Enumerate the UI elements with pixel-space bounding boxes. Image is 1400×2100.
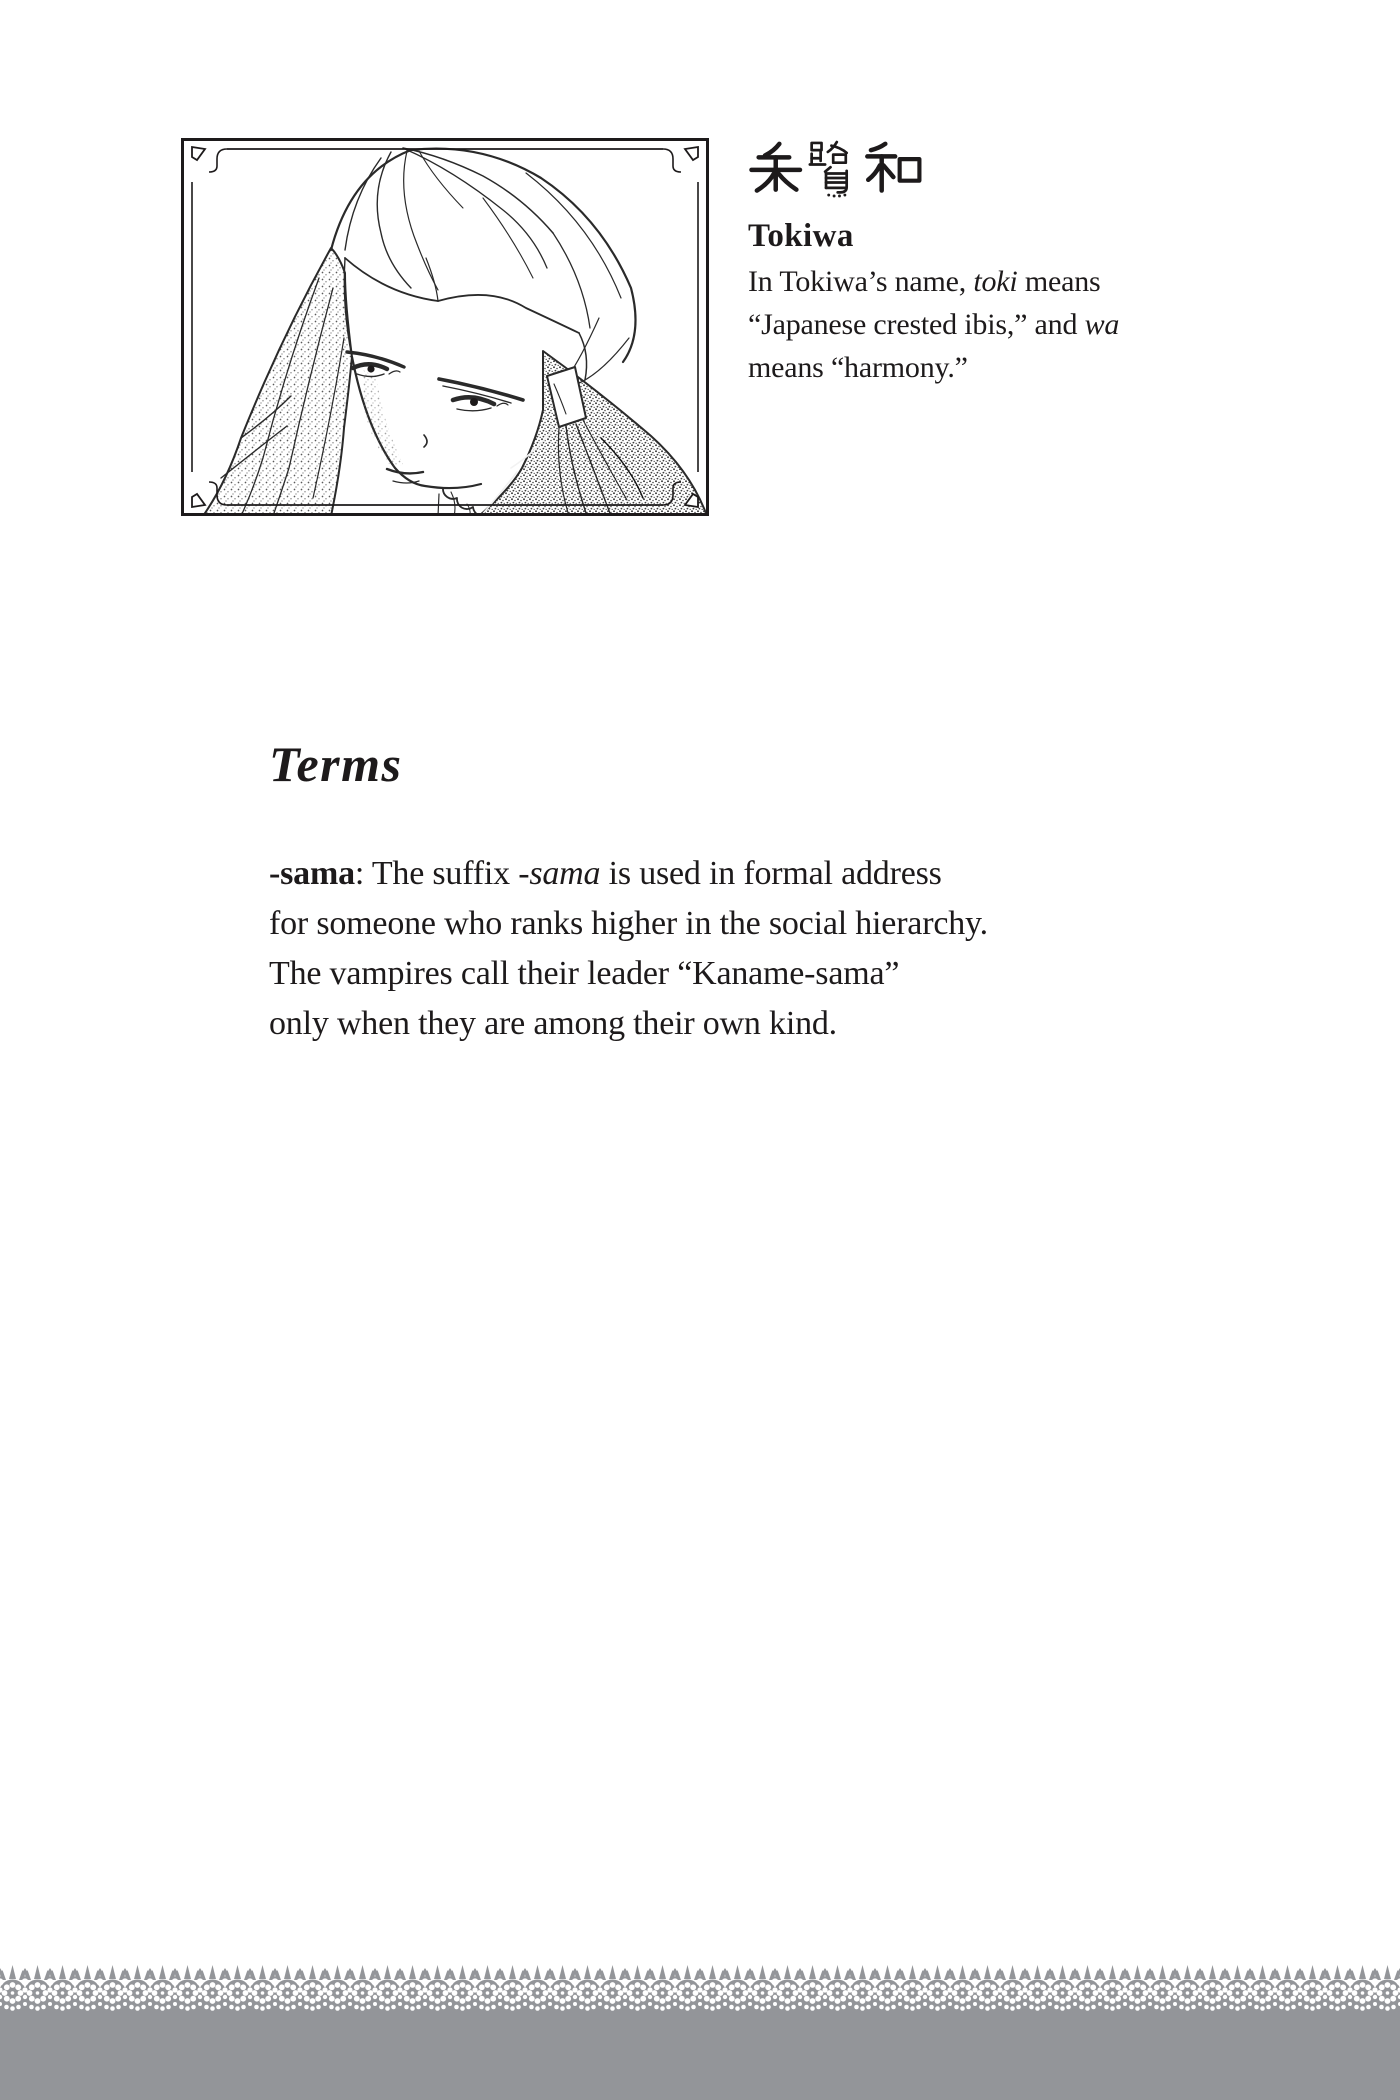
term-definition-sama — [269, 849, 988, 1049]
text-line: -sama: The suffix -sama is used in formal address — [269, 855, 942, 892]
text-line: only when they are among their own kind. — [269, 1005, 837, 1042]
text-line: means “harmony.” — [748, 351, 968, 384]
terms-heading: Terms — [269, 736, 403, 792]
text-line: “Japanese crested ibis,” and wa — [748, 308, 1120, 341]
character-portrait-frame — [181, 138, 709, 516]
lace-border — [0, 1963, 1400, 2100]
text-line: In Tokiwa’s name, toki means — [748, 265, 1101, 298]
character-name: Tokiwa — [748, 218, 854, 254]
character-description — [748, 260, 1119, 389]
kanji-title — [747, 140, 923, 198]
text-line: The vampires call their leader “Kaname-sama” — [269, 955, 900, 992]
text-line: for someone who ranks higher in the social hierarchy. — [269, 905, 988, 942]
portrait-illustration — [181, 138, 709, 516]
